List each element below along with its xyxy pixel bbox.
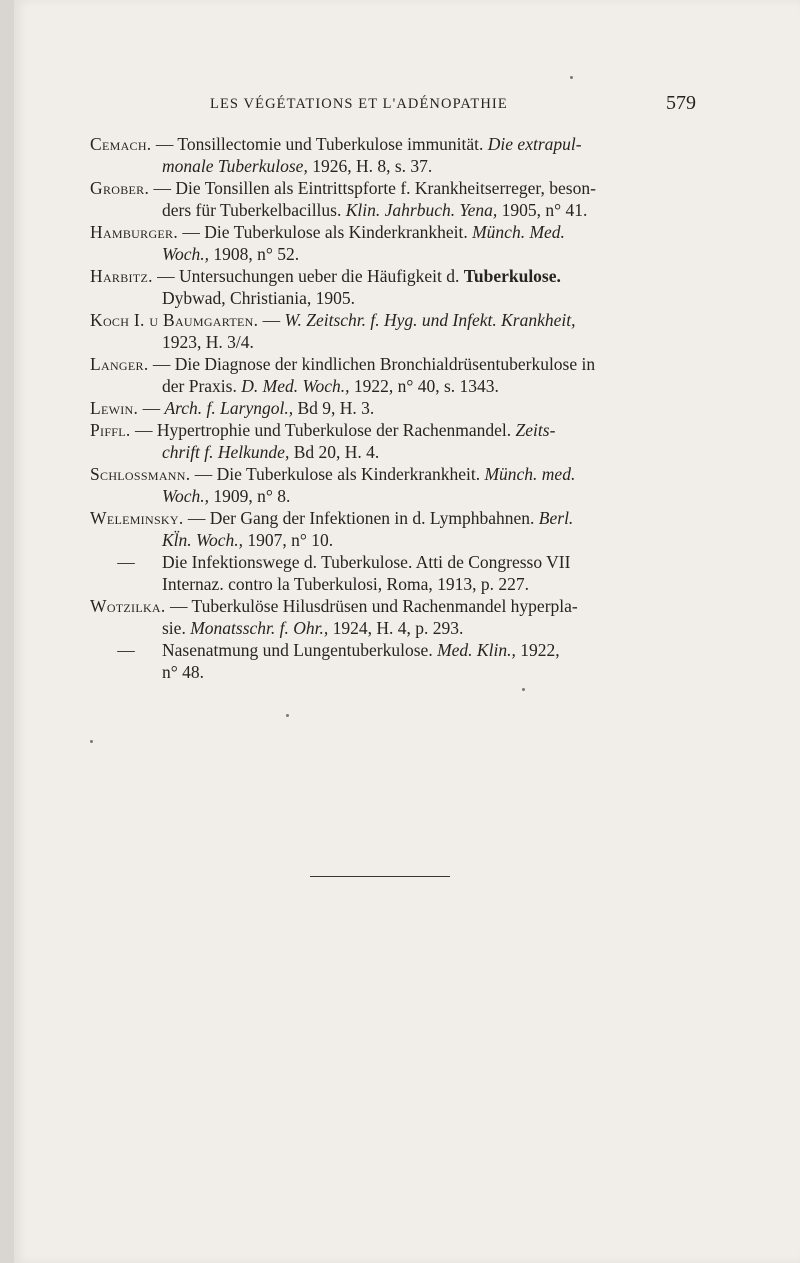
reference-text-bold: Tuberkulose. xyxy=(463,266,561,286)
bibliography-list xyxy=(90,133,696,683)
journal-title: Woch., xyxy=(162,244,209,264)
reference-text: 1926, H. 8, s. 37. xyxy=(307,156,433,176)
reference-text: Bd 20, H. 4. xyxy=(289,442,380,462)
journal-title: W. Zeitschr. f. Hyg. und Infekt. Krankheit, xyxy=(284,310,576,330)
journal-title: Berl. xyxy=(538,508,574,528)
reference-author: Grober. xyxy=(90,178,150,198)
reference-author: Hamburger. xyxy=(90,222,179,242)
reference-text: — Untersuchungen ueber die Häufigkeit d. xyxy=(152,266,464,286)
reference-text: der Praxis. xyxy=(162,376,242,396)
reference-author: Harbitz. xyxy=(90,266,153,286)
journal-title: D. Med. Woch., xyxy=(241,376,350,396)
reference-line xyxy=(162,287,696,309)
reference-line xyxy=(162,243,696,265)
reference-entry xyxy=(90,265,696,309)
journal-title: Kl̈n. Woch., xyxy=(162,530,244,550)
journal-title: Med. Klin., xyxy=(437,640,516,660)
reference-entry xyxy=(90,463,696,507)
journal-title: Arch. f. Laryngol., xyxy=(164,398,294,418)
reference-text: 1905, n° 41. xyxy=(497,200,588,220)
journal-title: Woch., xyxy=(162,486,209,506)
reference-text: 1924, H. 4, p. 293. xyxy=(328,618,464,638)
page-header xyxy=(210,92,696,118)
journal-title: Monatsschr. f. Ohr., xyxy=(190,618,329,638)
reference-line xyxy=(90,419,696,441)
reference-text: 1909, n° 8. xyxy=(209,486,291,506)
reference-text: — Tonsillectomie und Tuberkulose immunität. xyxy=(151,134,488,154)
reference-line xyxy=(162,441,696,463)
reference-line xyxy=(162,331,696,353)
reference-line xyxy=(90,133,696,155)
journal-title: chrift f. Helkunde, xyxy=(162,442,290,462)
book-page xyxy=(14,0,800,1263)
reference-author: Schlossmann. xyxy=(90,464,191,484)
reference-line xyxy=(90,221,696,243)
reference-author: Lewin. xyxy=(90,398,139,418)
reference-text: 1922, xyxy=(515,640,560,660)
reference-text: n° 48. xyxy=(162,662,204,682)
reference-line xyxy=(90,463,696,485)
reference-entry xyxy=(90,221,696,265)
reference-line xyxy=(90,309,696,331)
ditto-dash: — xyxy=(117,552,135,572)
paper-speck xyxy=(90,740,93,743)
reference-entry xyxy=(90,309,696,353)
reference-text: — xyxy=(258,310,285,330)
reference-line xyxy=(90,177,696,199)
reference-text: — Die Tuberkulose als Kinderkrankheit. xyxy=(178,222,473,242)
reference-line xyxy=(117,639,696,661)
reference-line xyxy=(90,507,696,529)
reference-text: Internaz. contro la Tuberkulosi, Roma, 1913, p. 227. xyxy=(162,574,529,594)
reference-line xyxy=(90,397,696,419)
reference-entry xyxy=(90,595,696,639)
reference-text: Dybwad, Christiania, 1905. xyxy=(162,288,355,308)
reference-line xyxy=(162,573,696,595)
reference-text: — Tuberkulöse Hilusdrüsen und Rachenmandel hyperpla- xyxy=(165,596,578,616)
reference-entry xyxy=(90,507,696,551)
reference-text: Bd 9, H. 3. xyxy=(293,398,375,418)
journal-title: Münch. Med. xyxy=(472,222,565,242)
reference-entry xyxy=(90,177,696,221)
reference-text: — Der Gang der Infektionen in d. Lymphbahnen. xyxy=(183,508,539,528)
journal-title: Klin. Jahrbuch. Yena, xyxy=(345,200,498,220)
reference-line xyxy=(90,265,696,287)
reference-line xyxy=(162,529,696,551)
reference-text: ders für Tuberkelbacillus. xyxy=(162,200,346,220)
reference-entry xyxy=(90,397,696,419)
reference-line xyxy=(162,617,696,639)
reference-line xyxy=(162,155,696,177)
paper-speck xyxy=(522,688,525,691)
page-number: 579 xyxy=(666,92,696,114)
reference-line xyxy=(90,595,696,617)
reference-line xyxy=(117,551,696,573)
reference-author: Piffl. xyxy=(90,420,131,440)
running-title: LES VÉGÉTATIONS ET L'ADÉNOPATHIE xyxy=(210,96,508,112)
reference-line xyxy=(162,485,696,507)
paper-speck xyxy=(570,76,573,79)
reference-line xyxy=(162,199,696,221)
reference-author: Koch I. u Baumgarten. xyxy=(90,310,259,330)
reference-author: Langer. xyxy=(90,354,149,374)
reference-text: 1922, n° 40, s. 1343. xyxy=(349,376,499,396)
journal-title: Münch. med. xyxy=(484,464,576,484)
reference-entry xyxy=(90,551,696,595)
journal-title: monale Tuberkulose, xyxy=(162,156,308,176)
reference-text: 1907, n° 10. xyxy=(243,530,334,550)
reference-text: — Die Tuberkulose als Kinderkrankheit. xyxy=(190,464,485,484)
reference-text: sie. xyxy=(162,618,191,638)
reference-author: Weleminsky. xyxy=(90,508,184,528)
reference-entry xyxy=(90,133,696,177)
reference-text: 1908, n° 52. xyxy=(209,244,300,264)
reference-entry xyxy=(90,419,696,463)
reference-text: 1923, H. 3/4. xyxy=(162,332,254,352)
reference-line xyxy=(162,661,696,683)
reference-author: Cemach. xyxy=(90,134,152,154)
reference-author: Wotzilka. xyxy=(90,596,166,616)
reference-text: Die Infektionswege d. Tuberkulose. Atti de Congresso VII xyxy=(162,552,571,572)
journal-title: Zeits- xyxy=(515,420,556,440)
reference-entry xyxy=(90,639,696,683)
paper-speck xyxy=(286,714,289,717)
reference-line xyxy=(162,375,696,397)
reference-text: — Hypertrophie und Tuberkulose der Rachenmandel. xyxy=(130,420,516,440)
reference-line xyxy=(90,353,696,375)
reference-text: — xyxy=(138,398,165,418)
reference-text: Nasenatmung und Lungentuberkulose. xyxy=(162,640,438,660)
reference-entry xyxy=(90,353,696,397)
ditto-dash: — xyxy=(117,640,135,660)
reference-text: — Die Tonsillen als Eintrittspforte f. Krankheitserreger, beson- xyxy=(149,178,596,198)
reference-text: — Die Diagnose der kindlichen Bronchialdrüsentuberkulose in xyxy=(148,354,596,374)
journal-title: Die extrapul- xyxy=(487,134,582,154)
end-rule xyxy=(310,876,450,877)
